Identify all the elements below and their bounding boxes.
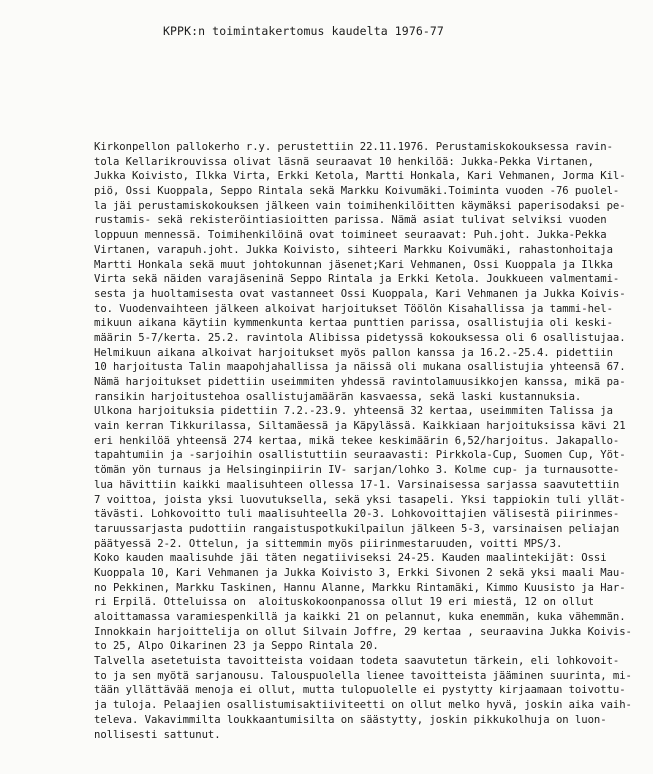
text-line: tapahtumiin ja -sarjoihin osallistuttiin seuraavasti: Pirkkola-Cup, Suomen Cup, Yöt- bbox=[94, 449, 626, 462]
text-line: Ulkona harjoituksia pidettiin 7.2.-23.9. yhteensä 32 kertaa, useimmiten Talissa ja bbox=[94, 405, 613, 418]
text-line: sesta ja huoltamisesta ovat vastanneet Ossi Kuoppala, Kari Vehmanen ja Jukka Koivis- bbox=[94, 287, 626, 300]
text-line: Jukka Koivisto, Ilkka Virta, Erkki Ketola, Martti Honkala, Kari Vehmanen, Jorma Kil- bbox=[94, 170, 626, 183]
text-line: määrin 5-7/kerta. 25.2. ravintola Alibissa pidetyssä kokouksessa oli 6 osallistujaa. bbox=[94, 331, 626, 344]
text-line: Kuoppala 10, Kari Vehmanen ja Jukka Koivisto 3, Erkki Sivonen 2 sekä yksi maali Mau- bbox=[94, 566, 626, 579]
text-line: ransikin harjoitustehoa osallistujamäärän kasvaessa, sekä laski kustannuksia. bbox=[94, 390, 582, 403]
text-line: 10 harjoitusta Talin maapohjahallissa ja näissä oli mukana osallistujia yhteensä 67. bbox=[94, 361, 626, 374]
text-line: eri henkilöä yhteensä 274 kertaa, mikä tekee keskimäärin 6,52/harjoitus. Jakapallo- bbox=[94, 434, 620, 447]
text-line: Koko kauden maalisuhde jäi täten negatiiviseksi 24-25. Kauden maalintekijät: Ossi bbox=[94, 552, 607, 565]
text-line: to 25, Alpo Oikarinen 23 ja Seppo Rintala 20. bbox=[94, 640, 379, 653]
text-line: lua hävittiin kaikki maalisuhteen ollessa 17-1. Varsinaisessa sarjassa saavutettiin bbox=[94, 478, 620, 491]
text-line: to. Vuodenvaihteen jälkeen alkoivat harjoitukset Töölön Kisahallissa ja tammi-hel- bbox=[94, 302, 613, 315]
text-line: Virta sekä näiden varajäseninä Seppo Rintala ja Erkki Ketola. Joukkueen valmentami- bbox=[94, 273, 620, 286]
text-line: nollisesti sattunut. bbox=[94, 728, 221, 741]
text-line: mikuun aikana käytiin kymmenkunta kertaa punttien parissa, osallistujia oli keski- bbox=[94, 317, 613, 330]
text-line: päätyessä 2-2. Ottelun, ja sittemmin myös piirinmestaruuden, voitti MPS/3. bbox=[94, 537, 563, 550]
text-line: Martti Honkala sekä muut johtokunnan jäsenet;Kari Vehmanen, Ossi Kuoppala ja Ilkka bbox=[94, 258, 613, 271]
text-line: tään yllättävää menoja ei ollut, mutta tulopuolelle ei pystytty kirjaamaan toivottu- bbox=[94, 684, 626, 697]
text-line: aloittamassa varamiespenkillä ja kaikki 21 on pelannut, kuka enemmän, kuka vähemmän. bbox=[94, 611, 626, 623]
text-line: loppuun mennessä. Toimihenkilöinä ovat toimineet seuraavat: Puh.joht. Jukka-Pekka bbox=[94, 229, 607, 242]
text-line: to ja sen myötä sarjanousu. Talouspuolella lienee tavoitteista jääminen suurinta, mi- bbox=[94, 669, 632, 682]
text-line: Helmikuun aikana alkoivat harjoitukset myös pallon kanssa ja 16.2.-25.4. pidettiin bbox=[94, 346, 613, 359]
text-line: ja tuloja. Pelaajien osallistumisaktiiviteetti on ollut melko hyvä, joskin aika vaih- bbox=[94, 699, 632, 712]
text-line: Innokkain harjoittelija on ollut Silvain Joffre, 29 kertaa , seuraavina Jukka Koivis- bbox=[94, 625, 632, 638]
text-line: tömän yön turnaus ja Helsinginpiirin IV- sarjan/lohko 3. Kolme cup- ja turnausotte- bbox=[94, 464, 620, 477]
text-line: tävästi. Lohkovoitto tuli maalisuhteella 20-3. Lohkovoittajien välisestä piirinmes- bbox=[94, 508, 620, 521]
document-title: KPPK:n toimintakertomus kaudelta 1976-77 bbox=[163, 24, 444, 38]
report-body bbox=[94, 140, 644, 742]
text-line: Talvella asetetuista tavoitteista voidaan todeta saavutetun tärkein, eli lohkovoit- bbox=[94, 655, 620, 668]
text-line: Virtanen, varapuh.joht. Jukka Koivisto, sihteeri Markku Koivumäki, rahastonhoitaja bbox=[94, 243, 613, 256]
text-line: ri Erpilä. Otteluissa on aloituskokoonpanossa ollut 19 eri miestä, 12 on ollut bbox=[94, 596, 594, 609]
text-line: 7 voittoa, joista yksi luovutuksella, sekä yksi tasapeli. Yksi tappiokin tuli yllät- bbox=[94, 493, 626, 506]
text-line: la jäi perustamiskokouksen jälkeen vain toimihenkilöitten käymäksi paperisodaksi pe- bbox=[94, 199, 626, 212]
text-line: no Pekkinen, Markku Taskinen, Hannu Alanne, Markku Rintamäki, Kimmo Kuusisto ja Har- bbox=[94, 581, 626, 594]
text-line: Kirkonpellon pallokerho r.y. perustettiin 22.11.1976. Perustamiskokouksessa ravin- bbox=[94, 141, 613, 153]
text-line: rustamis- sekä rekisteröintiasioitten parissa. Nämä asiat tulivat selviksi vuoden bbox=[94, 214, 607, 227]
text-line: taruussarjasta pudottiin rangaistuspotkukilpailun jälkeen 5-3, varsinaisen peliajan bbox=[94, 522, 620, 535]
text-line: Nämä harjoitukset pidettiin useimmiten yhdessä ravintolamuusikkojen kanssa, mikä pa- bbox=[94, 376, 626, 388]
text-line: tola Kellarikrouvissa olivat läsnä seuraavat 10 henkilöä: Jukka-Pekka Virtanen, bbox=[94, 155, 594, 168]
text-line: vain kerran Tikkurilassa, Siltamäessä ja Käpylässä. Kaikkiaan harjoituksissa kävi 21 bbox=[94, 420, 626, 433]
text-line: piö, Ossi Kuoppala, Seppo Rintala sekä Markku Koivumäki.Toiminta vuoden -76 puolel- bbox=[94, 185, 620, 198]
text-line: televa. Vakavimmilta loukkaantumisilta on säästytty, joskin pikkukolhuja on luon- bbox=[94, 713, 607, 726]
